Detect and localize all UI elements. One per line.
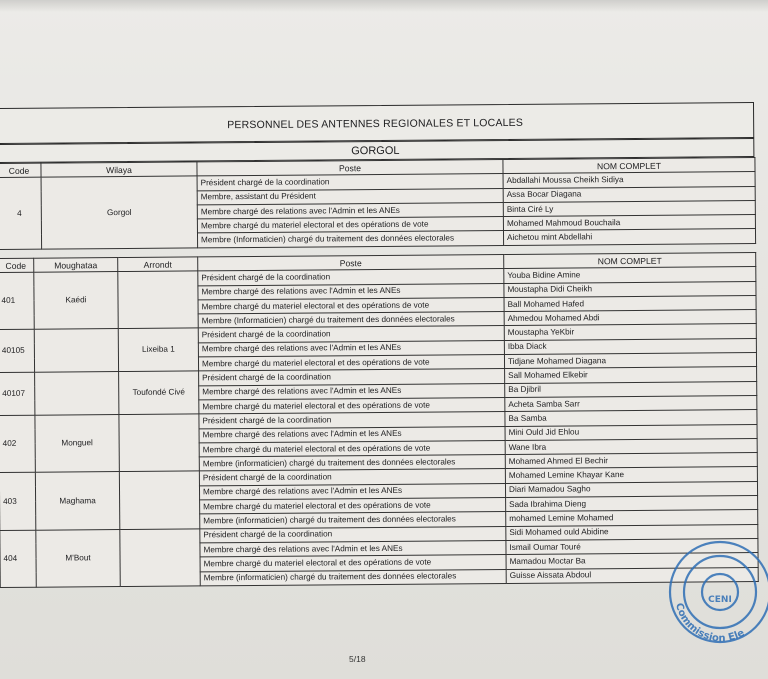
arrondt-name: Lixeiba 1 <box>118 328 198 372</box>
poste-cell: Membre chargé des relations avec l'Admin et les ANEs <box>198 340 504 357</box>
poste-cell: Membre chargé des relations avec l'Admin et les ANEs <box>198 283 504 300</box>
stamp-center-text: CENI <box>708 595 732 605</box>
nom-cell: Ba Djibril <box>505 381 757 397</box>
arrondt-name: Toufondé Civé <box>119 371 199 415</box>
nom-cell: Mohamed Ahmed El Bechir <box>505 453 757 469</box>
poste-cell: Membre (informaticien) chargé du traitement des données electorales <box>200 512 506 529</box>
moughataa-code: 404 <box>0 530 36 587</box>
poste-cell: Membre chargé du materiel electoral et des opérations de vote <box>198 355 504 372</box>
poste-cell: Membre chargé du materiel electoral et des opérations de vote <box>200 555 506 572</box>
poste-cell: Président chargé de la coordination <box>199 369 505 386</box>
moughataa-code: 40105 <box>0 330 35 373</box>
header-moughataa: Moughataa <box>34 258 118 273</box>
poste-cell: Membre chargé des relations avec l'Admin et les ANEs <box>197 202 503 219</box>
nom-cell: Ahmedou Mohamed Abdi <box>504 310 756 326</box>
svg-text:Commission Ele <box>673 602 747 644</box>
poste-cell: Membre, assistant du Président <box>197 188 503 205</box>
document-title: PERSONNEL DES ANTENNES REGIONALES ET LOCALES <box>0 102 754 144</box>
poste-cell: Membre (Informaticien) chargé du traitement des données electorales <box>197 231 503 248</box>
poste-cell: Membre chargé des relations avec l'Admin et les ANEs <box>199 426 505 443</box>
moughataa-code: 402 <box>0 415 35 472</box>
stamp-ring-text: Commission Ele <box>672 601 747 645</box>
top-shadow <box>0 0 768 12</box>
nom-cell: mohamed Lemine Mohamed <box>506 510 758 526</box>
moughataa-name: Maghama <box>35 472 119 530</box>
arrondt-name <box>118 271 198 329</box>
moughataa-table <box>0 252 759 588</box>
nom-cell: Ibba Diack <box>504 338 756 354</box>
nom-cell: Ba Samba <box>505 410 757 426</box>
moughataa-name <box>35 372 119 416</box>
header-poste: Poste <box>197 160 503 177</box>
poste-cell: Membre chargé du materiel electoral et des opérations de vote <box>199 397 505 414</box>
nom-cell: Youba Bidine Amine <box>504 267 756 283</box>
poste-cell: Membre chargé du materiel electoral et des opérations de vote <box>199 440 505 457</box>
poste-cell: Membre chargé du materiel electoral et des opérations de vote <box>200 498 506 515</box>
wilaya-table <box>0 157 756 250</box>
arrondt-name <box>119 414 199 472</box>
moughataa-code: 40107 <box>0 373 35 416</box>
header-code: Code <box>0 258 34 273</box>
poste-cell: Président chargé de la coordination <box>200 526 506 543</box>
moughataa-name: Kaédi <box>34 272 118 330</box>
header-wilaya: Wilaya <box>41 162 197 178</box>
nom-cell: Guisse Aissata Abdoul <box>506 567 758 583</box>
nom-cell: Moustapha YeKbir <box>504 324 756 340</box>
nom-cell: Sidi Mohamed ould Abidine <box>506 524 758 540</box>
nom-cell: Acheta Samba Sarr <box>505 396 757 412</box>
nom-cell: Diari Mamadou Sagho <box>505 481 757 497</box>
nom-cell: Mohamed Mahmoud Bouchaila <box>503 215 755 231</box>
nom-cell: Mohamed Lemine Khayar Kane <box>505 467 757 483</box>
nom-cell: Tidjane Mohamed Diagana <box>504 353 756 369</box>
poste-cell: Membre (informaticien) chargé du traitement des données electorales <box>199 455 505 472</box>
moughataa-name: Monguel <box>35 415 119 473</box>
nom-cell: Mini Ould Jid Ehlou <box>505 424 757 440</box>
poste-cell: Président chargé de la coordination <box>198 326 504 343</box>
page-number: 5/18 <box>349 654 366 664</box>
poste-cell: Membre chargé du materiel electoral et des opérations de vote <box>198 297 504 314</box>
nom-cell: Aichetou mint Abdellahi <box>503 229 755 245</box>
poste-cell: Membre (informaticien) chargé du traitement des données electorales <box>200 569 506 586</box>
poste-cell: Membre chargé du materiel electoral et des opérations de vote <box>197 217 503 234</box>
nom-cell: Ismail Oumar Touré <box>506 538 758 554</box>
nom-cell: Sada Ibrahima Dieng <box>506 496 758 512</box>
poste-cell: Président chargé de la coordination <box>199 412 505 429</box>
arrondt-name <box>119 471 199 529</box>
nom-cell: Mamadou Moctar Ba <box>506 553 758 569</box>
header-poste: Poste <box>198 255 504 272</box>
poste-cell: Membre chargé des relations avec l'Admin et les ANEs <box>199 383 505 400</box>
header-arrondt: Arrondt <box>118 257 198 272</box>
ceni-stamp-icon <box>662 534 768 654</box>
poste-cell: Président chargé de la coordination <box>199 469 505 486</box>
header-code: Code <box>0 163 41 178</box>
region-title: GORGOL <box>0 138 754 163</box>
nom-cell: Sall Mohamed Elkebir <box>505 367 757 383</box>
poste-cell: Membre chargé des relations avec l'Admin et les ANEs <box>200 540 506 557</box>
moughataa-code: 403 <box>0 473 36 530</box>
header-nom-complet: NOM COMPLET <box>503 158 755 174</box>
poste-cell: Président chargé de la coordination <box>198 269 504 286</box>
nom-cell: Assa Bocar Diagana <box>503 186 755 202</box>
moughataa-name: M'Bout <box>36 529 120 587</box>
poste-cell: Membre chargé des relations avec l'Admin et les ANEs <box>199 483 505 500</box>
header-nom-complet: NOM COMPLET <box>504 253 756 269</box>
nom-cell: Moustapha Didi Cheikh <box>504 281 756 297</box>
wilaya-code: 4 <box>0 177 42 249</box>
nom-cell: Abdallahi Moussa Cheikh Sidiya <box>503 172 755 188</box>
arrondt-name <box>120 529 200 587</box>
nom-cell: Binta Ciré Ly <box>503 200 755 216</box>
personnel-sheet <box>0 102 758 605</box>
wilaya-name: Gorgol <box>41 176 198 249</box>
poste-cell: Membre (Informaticien) chargé du traitement des données electorales <box>198 312 504 329</box>
nom-cell: Ball Mohamed Hafed <box>504 295 756 311</box>
moughataa-name <box>34 329 118 373</box>
moughataa-code: 401 <box>0 273 34 330</box>
poste-cell: Président chargé de la coordination <box>197 174 503 191</box>
nom-cell: Wane Ibra <box>505 438 757 454</box>
